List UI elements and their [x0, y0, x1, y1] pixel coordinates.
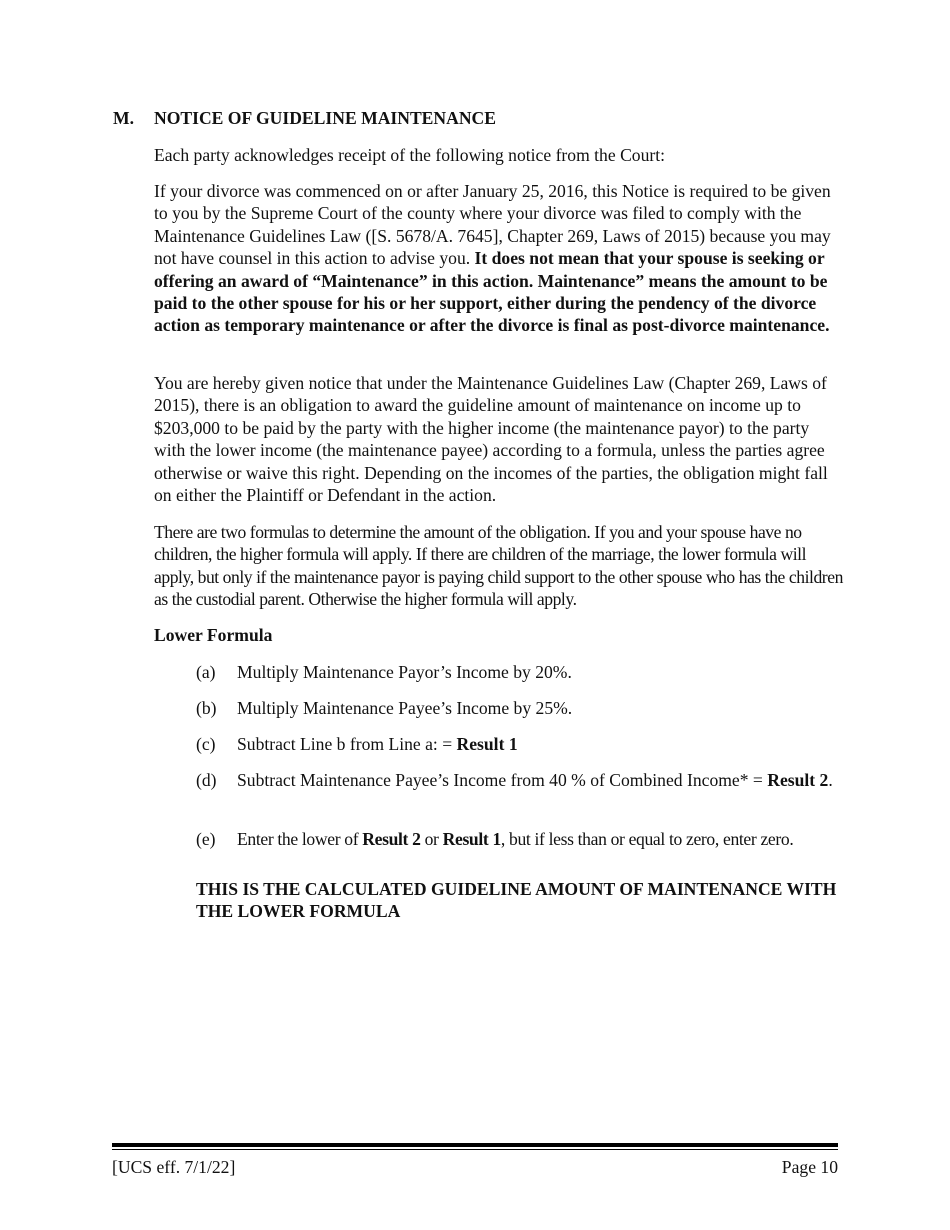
notice-text: If your divorce was commenced on or after January 25, 2016, this Notice is required to be given to you by the Supreme Court of the county where your divorce was filed to comply with the Maintenance Guidelines Law ([S. 5678/A. 7645], Chapter 269, Laws of 2015) because you may not have counsel in this action to advise you.: [154, 181, 831, 269]
step-text-wrap: [237, 769, 837, 791]
acknowledgement-paragraph: Each party acknowledges receipt of the following notice from the Court:: [154, 145, 666, 165]
result-1-label: Result 1: [456, 734, 518, 754]
result-1-label: Result 1: [442, 829, 501, 849]
step-text-post: , but if less than or equal to zero, enter zero.: [500, 829, 794, 849]
footer-rule-thick: [112, 1143, 838, 1147]
section-letter: M.: [113, 108, 135, 128]
step-marker: (e): [196, 829, 216, 849]
notice-paragraph: [154, 180, 844, 337]
step-text: Multiply Maintenance Payor’s Income by 20%.: [237, 662, 572, 682]
step-marker: (a): [196, 662, 216, 682]
result-2-label: Result 2: [767, 770, 829, 790]
closing-statement: THIS IS THE CALCULATED GUIDELINE AMOUNT OF MAINTENANCE WITH THE LOWER FORMULA: [196, 879, 837, 922]
lower-formula-heading: Lower Formula: [154, 625, 273, 645]
step-end: .: [828, 770, 833, 790]
result-2-label: Result 2: [362, 829, 421, 849]
step-text-pre: Enter the lower of: [237, 829, 363, 849]
step-marker: (c): [196, 734, 216, 754]
step-text: Subtract Line b from Line a: =: [237, 734, 457, 754]
step-marker: (d): [196, 770, 217, 790]
notice-bold-text: It does not mean that your spouse is seeking or offering an award of “Maintenance” in this action. Maintenance” means the amount to be paid to the other spouse for his or her support, either during the pendency of the divorce action as temporary maintenance or after the divorce is final as post-divorce maintenance.: [154, 248, 830, 336]
formulas-paragraph: [154, 521, 844, 611]
formulas-text: There are two formulas to determine the amount of the obligation. If you and your spouse have no children, the higher formula will apply. If there are children of the marriage, the lower formula will apply, but only if the maintenance payor is paying child support to the other spouse who has the children as the custodial parent. Otherwise the higher formula will apply.: [154, 522, 843, 610]
section-title: NOTICE OF GUIDELINE MAINTENANCE: [154, 108, 496, 128]
step-text: Subtract Maintenance Payee’s Income from 40 % of Combined Income* =: [237, 770, 768, 790]
step-text: Multiply Maintenance Payee’s Income by 25%.: [237, 698, 573, 718]
step-text-mid: or: [420, 829, 443, 849]
footer-page-number: Page 10: [781, 1157, 838, 1177]
footer-form-version: [UCS eff. 7/1/22]: [112, 1157, 236, 1177]
step-marker: (b): [196, 698, 217, 718]
step-text-wrap: [237, 733, 837, 755]
step-text-wrap: [237, 828, 837, 850]
footer-rule-thin: [112, 1149, 838, 1150]
obligation-paragraph: You are hereby given notice that under the Maintenance Guidelines Law (Chapter 269, Laws of 2015), there is an obligation to award the guideline amount of maintenance on income up to $203,000 to be paid by the party with the higher income (the maintenance payor) to the party with the lower income (the maintenance payee) according to a formula, unless the parties agree otherwise or waive this right. Depending on the incomes of the parties, the obligation might fall on either the Plaintiff or Defendant in the action.: [154, 373, 828, 506]
